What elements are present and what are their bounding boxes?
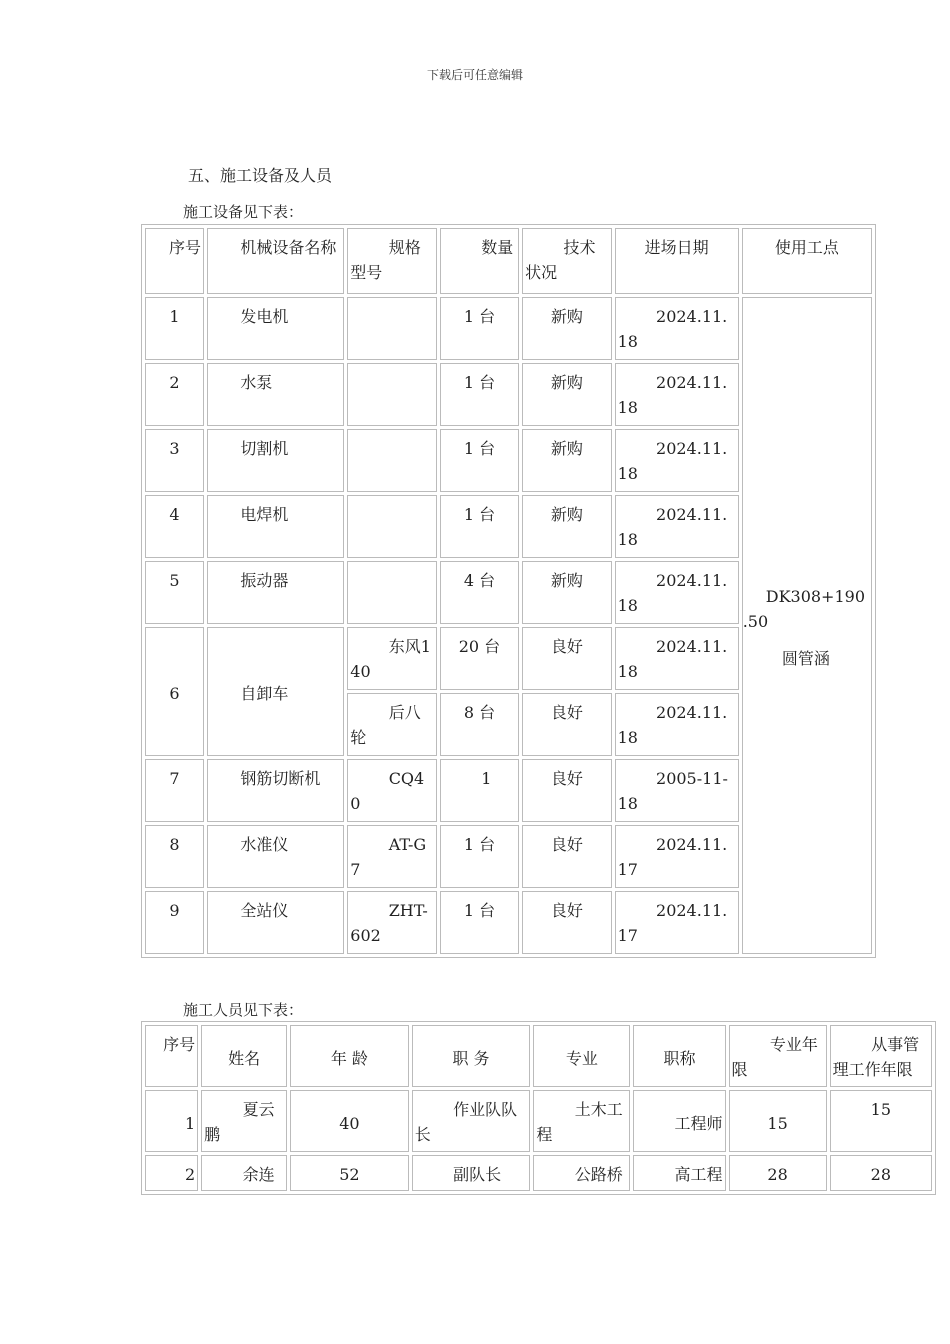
row-years: 28 <box>729 1155 827 1191</box>
row-name: 切割机 <box>207 429 344 492</box>
row-no: 3 <box>145 429 204 492</box>
header-cell: 进场日期 <box>615 228 739 294</box>
row-name: 振动器 <box>207 561 344 624</box>
row-name: 全站仪 <box>207 891 344 954</box>
row-qty: 1 <box>440 759 519 822</box>
row-date: 2024.11.18 <box>615 363 739 426</box>
header-cell: 机械设备名称 <box>207 228 344 294</box>
row-name: 钢筋切断机 <box>207 759 344 822</box>
row-qty: 1 台 <box>440 825 519 888</box>
equipment-table <box>141 224 876 958</box>
header-cell: 技术状况 <box>522 228 612 294</box>
row-no: 4 <box>145 495 204 558</box>
header-cell: 职称 <box>633 1025 725 1087</box>
row-spec <box>347 297 437 360</box>
row-status: 新购 <box>522 561 612 624</box>
row-no: 1 <box>145 297 204 360</box>
row-name: 发电机 <box>207 297 344 360</box>
row-no: 2 <box>145 1155 198 1191</box>
row-qty: 1 台 <box>440 495 519 558</box>
table-row <box>145 1155 932 1191</box>
row-spec: AT-G7 <box>347 825 437 888</box>
row-title: 高工程 <box>633 1155 725 1191</box>
row-qty: 1 台 <box>440 363 519 426</box>
equipment-caption: 施工设备见下表： <box>183 203 304 221</box>
row-date: 2024.11.18 <box>615 627 739 690</box>
row-name: 自卸车 <box>207 627 344 756</box>
row-role: 作业队队长 <box>412 1090 531 1152</box>
row-status: 良好 <box>522 759 612 822</box>
row-major: 土木工程 <box>533 1090 630 1152</box>
row-no: 5 <box>145 561 204 624</box>
row-date: 2024.11.18 <box>615 495 739 558</box>
header-cell: 职 务 <box>412 1025 531 1087</box>
header-cell: 姓名 <box>201 1025 287 1087</box>
row-qty: 1 台 <box>440 297 519 360</box>
row-spec <box>347 495 437 558</box>
site-line: 圆管涵 <box>781 649 830 668</box>
row-status: 新购 <box>522 363 612 426</box>
row-status: 新购 <box>522 495 612 558</box>
row-spec <box>347 429 437 492</box>
row-spec: 后八轮 <box>347 693 437 756</box>
row-no: 1 <box>145 1090 198 1152</box>
row-status: 良好 <box>522 891 612 954</box>
row-status: 良好 <box>522 693 612 756</box>
row-age: 52 <box>290 1155 409 1191</box>
row-years: 15 <box>729 1090 827 1152</box>
row-no: 8 <box>145 825 204 888</box>
row-age: 40 <box>290 1090 409 1152</box>
row-date: 2024.11.17 <box>615 891 739 954</box>
row-status: 新购 <box>522 297 612 360</box>
row-spec <box>347 561 437 624</box>
row-qty: 8 台 <box>440 693 519 756</box>
row-mgmt-years: 15 <box>830 1090 932 1152</box>
header-cell: 从事管理工作年限 <box>830 1025 932 1087</box>
personnel-header-row <box>145 1025 932 1087</box>
section-title: 五、施工设备及人员 <box>188 166 333 185</box>
row-role: 副队长 <box>412 1155 531 1191</box>
header-cell: 年 龄 <box>290 1025 409 1087</box>
row-qty: 20 台 <box>440 627 519 690</box>
row-status: 良好 <box>522 825 612 888</box>
row-date: 2024.11.18 <box>615 561 739 624</box>
row-spec: ZHT-602 <box>347 891 437 954</box>
header-cell: 序号 <box>145 228 204 294</box>
header-cell: 序号 <box>145 1025 198 1087</box>
row-date: 2005-11-18 <box>615 759 739 822</box>
row-no: 7 <box>145 759 204 822</box>
row-status: 新购 <box>522 429 612 492</box>
row-mgmt-years: 28 <box>830 1155 932 1191</box>
equipment-header-row <box>145 228 872 294</box>
row-spec <box>347 363 437 426</box>
header-cell: 使用工点 <box>742 228 872 294</box>
row-date: 2024.11.18 <box>615 693 739 756</box>
row-major: 公路桥 <box>533 1155 630 1191</box>
table-row <box>145 297 872 360</box>
site-line: .50 <box>742 612 769 631</box>
row-qty: 4 台 <box>440 561 519 624</box>
row-date: 2024.11.18 <box>615 429 739 492</box>
row-name: 水泵 <box>207 363 344 426</box>
row-spec: 东风140 <box>347 627 437 690</box>
row-qty: 1 台 <box>440 891 519 954</box>
site-cell <box>742 297 872 954</box>
header-note: 下载后可任意编辑 <box>426 68 523 82</box>
row-qty: 1 台 <box>440 429 519 492</box>
row-date: 2024.11.18 <box>615 297 739 360</box>
table-row <box>145 1090 932 1152</box>
row-name: 夏云鹏 <box>201 1090 287 1152</box>
header-cell: 数量 <box>440 228 519 294</box>
row-title: 工程师 <box>633 1090 725 1152</box>
site-line: DK308+190 <box>765 587 865 606</box>
row-status: 良好 <box>522 627 612 690</box>
personnel-table <box>141 1021 936 1195</box>
header-cell: 专业年限 <box>729 1025 827 1087</box>
header-cell: 专业 <box>533 1025 630 1087</box>
row-no: 9 <box>145 891 204 954</box>
row-no: 6 <box>145 627 204 756</box>
row-name: 电焊机 <box>207 495 344 558</box>
row-date: 2024.11.17 <box>615 825 739 888</box>
row-no: 2 <box>145 363 204 426</box>
row-spec: CQ40 <box>347 759 437 822</box>
row-name: 余连 <box>201 1155 287 1191</box>
personnel-caption: 施工人员见下表： <box>183 1001 304 1019</box>
row-name: 水准仪 <box>207 825 344 888</box>
header-cell: 规格型号 <box>347 228 437 294</box>
